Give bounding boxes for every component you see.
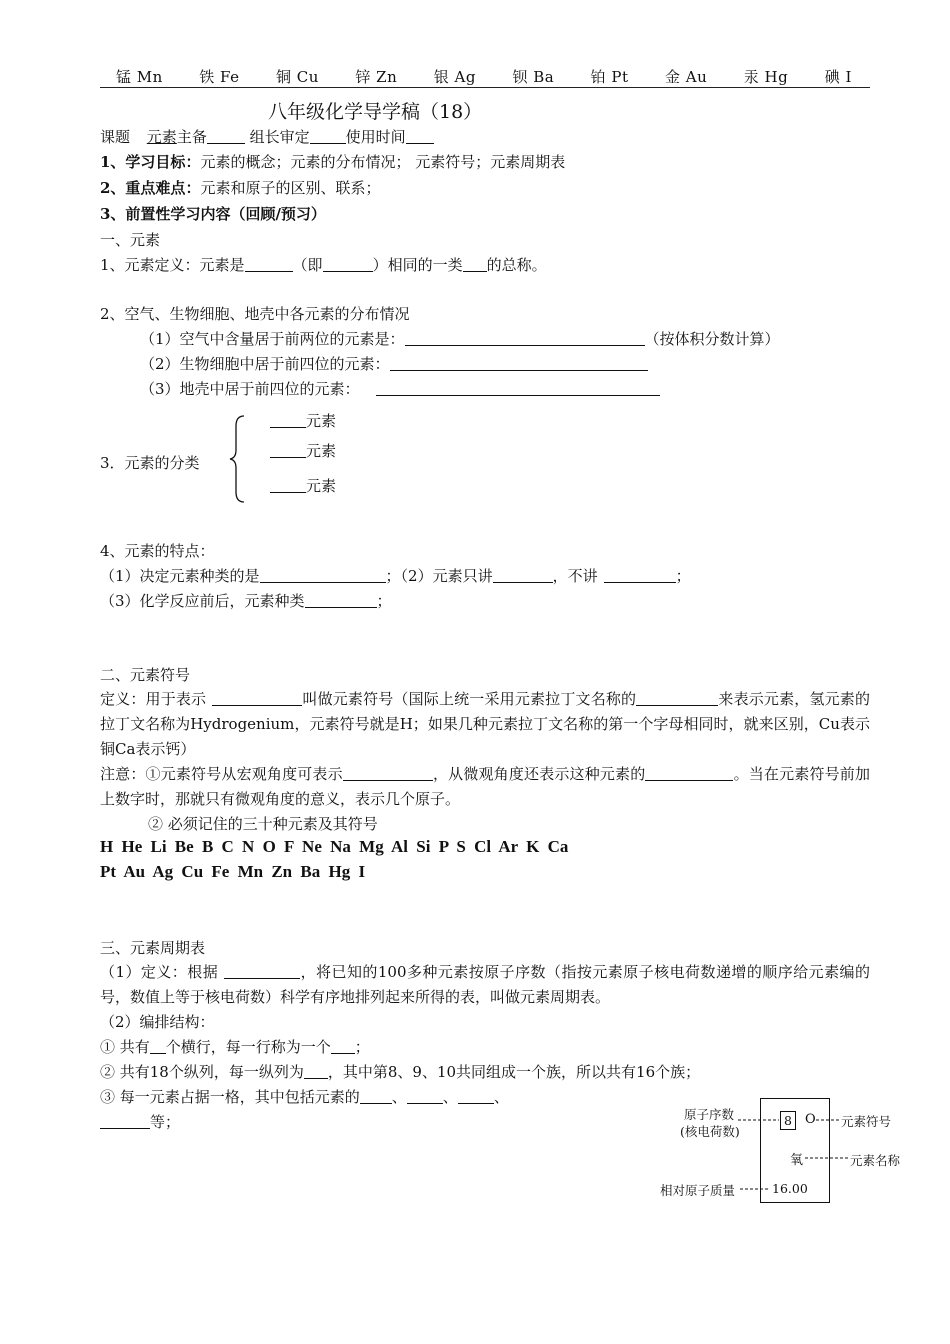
distribution-air [140,328,780,349]
semicolon: ； [675,567,691,585]
author-label: 主备 [176,128,207,146]
topic-label: 课题 [100,128,131,146]
header-element: 汞 Hg [743,68,789,86]
def-blank-3[interactable] [463,256,487,272]
header-element: 铁 Fe [199,68,240,86]
class-item-text: 元素 [306,477,337,495]
symbol-note [100,762,870,812]
author-blank[interactable] [207,128,245,144]
r1-c: ； [354,1038,370,1056]
pt-def-a: （1）定义：根据 [100,963,219,981]
semicolon: ； [376,592,392,610]
features-line-1 [100,565,691,586]
dist-cell-blank[interactable] [390,355,648,371]
def-text-d: 的总称。 [486,256,547,274]
header-element: 铂 Pt [590,68,629,86]
header-element: 金 Au [665,68,708,86]
header-element: 铜 Cu [276,68,319,86]
r4-blank[interactable] [100,1113,150,1129]
class-blank[interactable] [270,442,306,458]
classification-item [270,440,336,461]
feat-1-blank[interactable] [260,567,386,583]
r1-blank-1[interactable] [150,1038,166,1054]
structure-columns [100,1061,700,1082]
objectives [100,151,565,172]
def-text-c: ）相同的一类 [372,256,463,274]
structure-rows [100,1036,370,1057]
sym-def-blank-1[interactable] [212,690,302,706]
distribution-heading: 2、空气、生物细胞、地壳中各元素的分布情况 [100,305,410,323]
def-blank-1[interactable] [245,256,293,272]
feat-2-text: ；（2）元素只讲 [385,567,493,585]
keypoints-label: 2、重点难点： [100,179,201,197]
keypoints-text: 元素和原子的区别、联系； [200,179,381,197]
pt-def-b: ，将已知的100多种元素按原子序数（指按元素原子核电荷数递增的顺序给元素编的号，数值上等于核电荷数）科学有序地排列起来所得的表，叫做元素周期表。 [100,963,871,1006]
def-text-b: （即 [292,256,323,274]
element-header-strip [100,66,870,88]
sym-def-c: 来表示元素，氢元素的拉丁文名称为Hydrogenium，元素符号就是H；如果几种元素拉丁文名称的第一个字母相同时，就来区别，Cu表示铜Ca表示钙） [100,690,870,758]
review-blank[interactable] [310,128,346,144]
topic-value: 元素 [146,128,177,146]
element-definition [100,254,547,275]
classification-item [270,475,336,496]
keypoints [100,177,380,198]
structure-cell [100,1086,509,1107]
classification-label: 3．元素的分类 [100,454,200,472]
dist-crust-blank[interactable] [376,380,660,396]
pt-def-blank[interactable] [224,963,300,979]
features-line-2 [100,590,392,611]
section-3-heading: 三、元素周期表 [100,939,206,957]
feat-4-text: （3）化学反应前后，元素种类 [100,592,305,610]
feat-2-blank[interactable] [493,567,553,583]
sym-def-b: 叫做元素符号（国际上统一采用元素拉丁文名称的 [302,690,637,708]
feat-3-text: ，不讲 [552,567,598,585]
sym-def-blank-2[interactable] [636,690,718,706]
sep: 、 [391,1088,407,1106]
class-blank[interactable] [270,477,306,493]
r2-b: ，其中第8、9、10共同组成一个族，所以共有16个族； [327,1063,701,1081]
distribution-cell [140,353,648,374]
feat-4-blank[interactable] [305,592,377,608]
atomic-mass: 16.00 [772,1181,808,1196]
dist-air-blank[interactable] [405,330,645,346]
r4-end: 等； [150,1113,181,1131]
feat-3-blank[interactable] [604,567,676,583]
time-blank[interactable] [406,128,434,144]
sep: 、 [442,1088,458,1106]
section-1-heading: 一、元素 [100,231,161,249]
sep: 、 [493,1088,509,1106]
r2-a: ② 共有18个纵列，每一纵列为 [100,1063,304,1081]
header-element: 钡 Ba [512,68,555,86]
structure-heading: （2）编排结构： [100,1013,215,1031]
sym-def-a: 定义：用于表示 [100,690,207,708]
dist-air-note: （按体积分数计算） [644,330,780,348]
header-element: 锌 Zn [355,68,398,86]
brace-icon [228,414,248,504]
must-remember: ② 必须记住的三十种元素及其符号 [148,815,378,833]
time-label: 使用时间 [345,128,406,146]
r1-a: ① 共有 [100,1038,150,1056]
review-label: 组长审定 [249,128,310,146]
page-title: 八年级化学导学稿（18） [268,101,483,123]
symbols-row-2: Pt Au Ag Cu Fe Mn Zn Ba Hg I [100,862,366,881]
symbols-row-1: H He Li Be B C N O F Ne Na Mg Al Si P S Cl Ar K Ca [100,837,569,856]
meta-line [100,126,434,147]
r3-blank-3[interactable] [458,1088,494,1104]
name-label: 元素名称 [850,1153,901,1168]
atomic-number-label: 原子序数 [684,1107,735,1122]
def-blank-2[interactable] [323,256,373,272]
class-blank[interactable] [270,412,306,428]
structure-cell-end [100,1111,180,1132]
dist-crust-label: （3）地壳中居于前四位的元素： [140,380,360,398]
header-element: 银 Ag [433,68,476,86]
r3-blank-2[interactable] [407,1088,443,1104]
objectives-text: 元素的概念；元素的分布情况； 元素符号；元素周期表 [200,153,566,171]
periodic-definition [100,960,870,1010]
symbol-label: 元素符号 [841,1114,892,1129]
r1-b: 个横行，每一行称为一个 [165,1038,331,1056]
mass-label: 相对原子质量 [660,1183,736,1198]
classification-item [270,410,336,431]
header-element: 锰 Mn [116,68,163,86]
atomic-number-sublabel: (核电荷数) [680,1124,740,1139]
element-cell-diagram [660,1095,910,1210]
class-item-text: 元素 [306,442,337,460]
features-heading: 4、元素的特点： [100,542,215,560]
class-item-text: 元素 [306,412,337,430]
feat-1-text: （1）决定元素种类的是 [100,567,260,585]
note-b: ，从微观角度还表示这种元素的 [432,765,646,783]
dist-cell-label: （2）生物细胞中居于前四位的元素： [140,355,390,373]
r2-blank[interactable] [304,1063,328,1079]
r1-blank-2[interactable] [331,1038,355,1054]
leader-lines [660,1095,910,1210]
element-symbol: O [805,1112,816,1127]
note-blank-2[interactable] [645,765,733,781]
note-a: 注意：①元素符号从宏观角度可表示 [100,765,343,783]
note-blank-1[interactable] [343,765,433,781]
objectives-label: 1、学习目标： [100,153,201,171]
atomic-number: 8 [780,1111,796,1130]
preview-heading: 3、前置性学习内容（回顾/预习） [100,205,326,223]
r3-blank-1[interactable] [360,1088,392,1104]
def-text-a: 1、元素定义：元素是 [100,256,245,274]
header-element: 碘 I [824,68,852,86]
dist-air-label: （1）空气中含量居于前两位的元素是： [140,330,405,348]
r3-a: ③ 每一元素占据一格，其中包括元素的 [100,1088,360,1106]
element-name: 氧 [790,1153,804,1168]
section-2-heading: 二、元素符号 [100,666,191,684]
symbol-definition [100,687,870,762]
note-c: 。当在元素符号前加上数字时，那就只有微观角度的意义，表示几个原子。 [100,765,870,808]
distribution-crust [140,378,660,399]
